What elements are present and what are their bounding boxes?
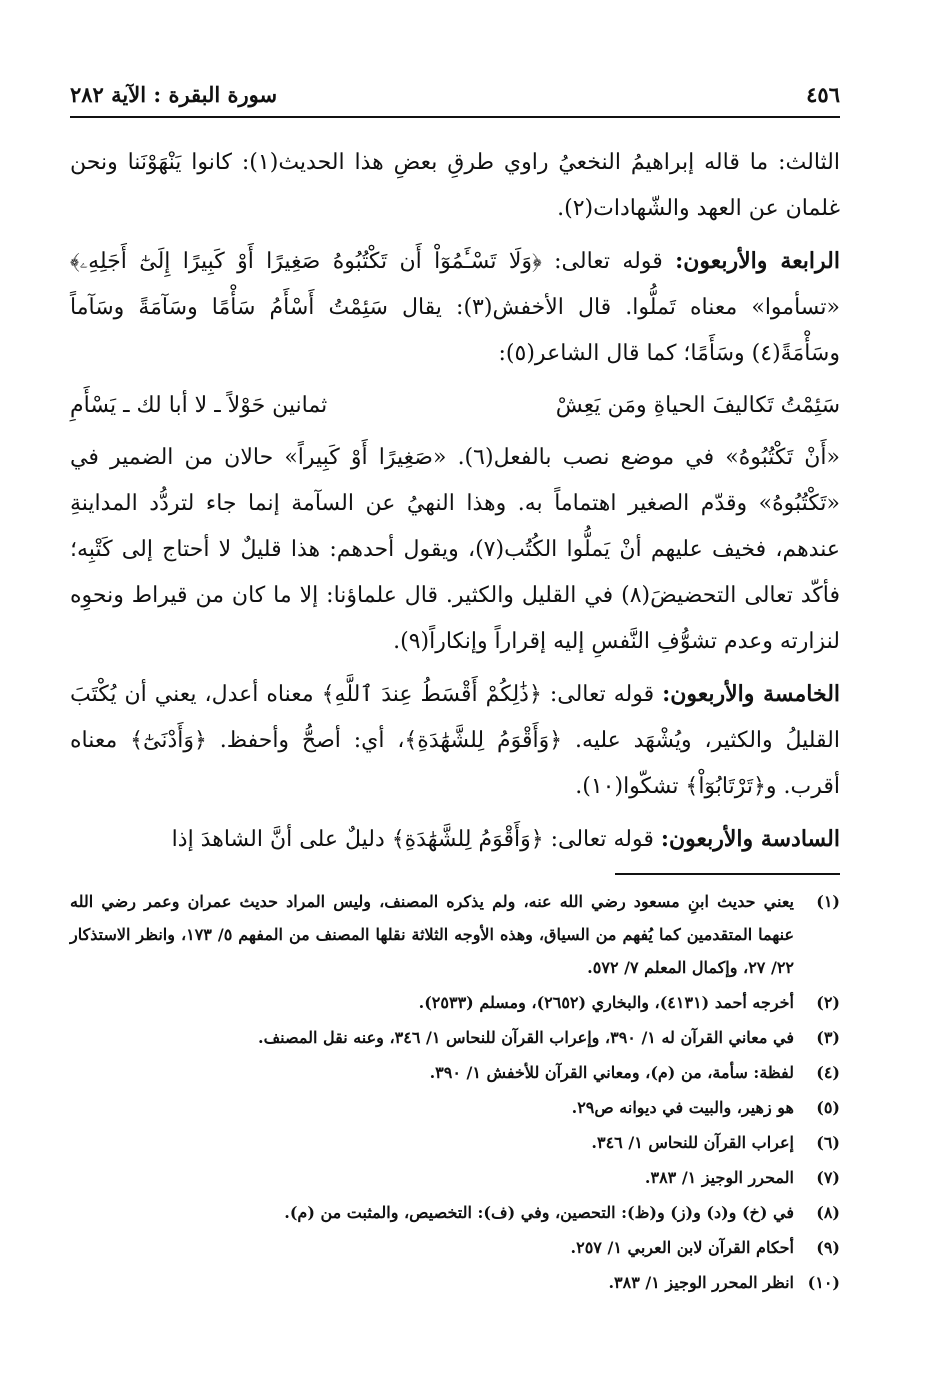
footnote-text: يعني حديث ابنِ مسعود رضي الله عنه، ولم يذكره المصنف، وليس المراد حديث عمران وعمر رضي الله عنهما المتقدمين كما يُفهم من السياق، وهذه الأوجه الثلاثة نقلها المصنف من المفهم ٥/ ١٧٣، وانظر الاستذكار ٢٢/ ٢٧، وإكمال المعلم ٧/ ٥٧٢. bbox=[70, 892, 795, 977]
footnotes bbox=[70, 885, 840, 1301]
footnote-number: (٤) bbox=[816, 1063, 840, 1082]
paragraph-third: الثالث: ما قاله إبراهيمُ النخعيُ راوي طرقِ بعضِ هذا الحديث(١): كانوا يَنْهَوْنَنا ونحن غلمان عن العهد والشّهادات(٢). bbox=[70, 150, 840, 221]
footnote bbox=[70, 1056, 840, 1089]
footnote-text: أخرجه أحمد (٤١٣١)، والبخاري (٢٦٥٢)، ومسلم (٢٥٣٣). bbox=[418, 993, 794, 1012]
footnote-number: (١) bbox=[816, 892, 840, 911]
running-header bbox=[70, 74, 840, 114]
section-heading: الخامسة والأربعون: bbox=[662, 681, 841, 707]
footnote-number: (٣) bbox=[816, 1028, 840, 1047]
footnote-text: في معاني القرآن له ١/ ٣٩٠، وإعراب القرآن للنحاس ١/ ٣٤٦، وعنه نقل المصنف. bbox=[258, 1028, 794, 1047]
footnote bbox=[70, 1196, 840, 1229]
footnote-number: (٩) bbox=[816, 1238, 840, 1257]
poetry-verse bbox=[70, 383, 840, 429]
paragraph-text: قوله تعالى: ﴿وَأَقْوَمُ لِلشَّهَٰدَةِ﴾ دليلٌ على أنَّ الشاهدَ إذا bbox=[171, 827, 654, 852]
footnote bbox=[70, 986, 840, 1019]
footnote bbox=[70, 1266, 840, 1299]
verse-second-hemistich: ثمانين حَوْلاً ـ لا أبا لك ـ يَسْأَمِ bbox=[70, 393, 328, 418]
footnote-text: لفظة: سأمة، من (م)، ومعاني القرآن للأخفش ١/ ٣٩٠. bbox=[429, 1063, 794, 1082]
section-heading: الرابعة والأربعون: bbox=[675, 248, 840, 274]
footnote-text: المحرر الوجيز ١/ ٣٨٣. bbox=[644, 1168, 794, 1187]
section-heading: السادسة والأربعون: bbox=[660, 826, 840, 852]
paragraph-forty-fourth bbox=[70, 238, 840, 377]
surah-title: سورة البقرة : الآية ٢٨٢ bbox=[70, 81, 278, 107]
paragraph-text: قوله تعالى: ﴿وَلَا تَسْـَٔمُوٓاْ أَن تَكْتُبُوهُ صَغِيرًا أَوْ كَبِيرًا إِلَىٰٓ أَجَلِهِۦ﴾ «تسأموا» معناه تَملُّوا. قال الأخفش(٣): يقال سَئِمْتُ أَسْأَمُ سَأْمًا وسَآمَةً وسَآماً وسَأْمَةً(٤) وسَأَمًا؛ كما قال الشاعر(٥): bbox=[70, 249, 840, 366]
footnote-text: أحكام القرآن لابن العربي ١/ ٢٥٧. bbox=[570, 1238, 794, 1257]
footnote-text: إعراب القرآن للنحاس ١/ ٣٤٦. bbox=[591, 1133, 794, 1152]
footnote-number: (٧) bbox=[816, 1168, 840, 1187]
footnote bbox=[70, 1126, 840, 1159]
paragraph-text: قوله تعالى: ﴿ذَٰلِكُمْ أَقْسَطُ عِندَ ٱللَّهِ﴾ معناه أعدل، يعني أن يُكْتَبَ القليلُ والكثير، ويُشْهَد عليه. ﴿وَأَقْوَمُ لِلشَّهَٰدَةِ﴾، أي: أصحُّ وأحفظ. ﴿وَأَدْنَىٰٓ﴾ معناه أقرب. و﴿تَرْتَابُوٓاْ﴾ تشكّوا(١٠). bbox=[70, 682, 840, 799]
footnote bbox=[70, 1021, 840, 1054]
page-number: ٤٥٦ bbox=[806, 81, 840, 107]
footnote-number: (٢) bbox=[816, 993, 840, 1012]
footnote bbox=[70, 885, 840, 984]
footnote-number: (٨) bbox=[816, 1203, 840, 1222]
paragraph-forty-fifth bbox=[70, 671, 840, 810]
footnote-number: (٥) bbox=[816, 1098, 840, 1117]
footnote bbox=[70, 1091, 840, 1124]
footnote-number: (٦) bbox=[816, 1133, 840, 1152]
footnote-number: (١٠) bbox=[807, 1273, 840, 1292]
footnote-text: في (خ) و(د) و(ز) و(ظ): التحصين، وفي (ف): التخصيص، والمثبت من (م). bbox=[284, 1203, 794, 1222]
footnote-text: هو زهير، والبيت في ديوانه ص٢٩. bbox=[571, 1098, 794, 1117]
header-divider bbox=[70, 116, 840, 118]
footnote-divider bbox=[615, 873, 840, 875]
paragraph-forty-sixth bbox=[70, 816, 840, 863]
verse-first-hemistich: سَئِمْتُ تَكاليفَ الحياةِ ومَن يَعِشْ bbox=[555, 393, 840, 418]
footnote bbox=[70, 1161, 840, 1194]
footnote bbox=[70, 1231, 840, 1264]
paragraph-continuation: «أَنْ تَكْتُبُوهُ» في موضع نصب بالفعل(٦). «صَغِيرًا أَوْ كَبِيراً» حالان من الضمير في «تَكْتُبُوهُ» وقدّم الصغير اهتماماً به. وهذا النهيُ عن السآمة إنما جاء لتردُّد المداينةِ عندهم، فخيف عليهم أنْ يَملُّوا الكُتُب(٧)، ويقول أحدهم: هذا قليلٌ لا أحتاج إلى كَتْبِه؛ فأكّد تعالى التحضيضَ(٨) في القليل والكثير. قال علماؤنا: إلا ما كان من قيراط ونحوِه لنزارته وعدم تشوُّفِ النَّفسِ إليه إقراراً وإنكاراً(٩). bbox=[70, 445, 841, 654]
footnote-text: انظر المحرر الوجيز ١/ ٣٨٣. bbox=[608, 1273, 794, 1292]
main-text bbox=[70, 140, 840, 869]
